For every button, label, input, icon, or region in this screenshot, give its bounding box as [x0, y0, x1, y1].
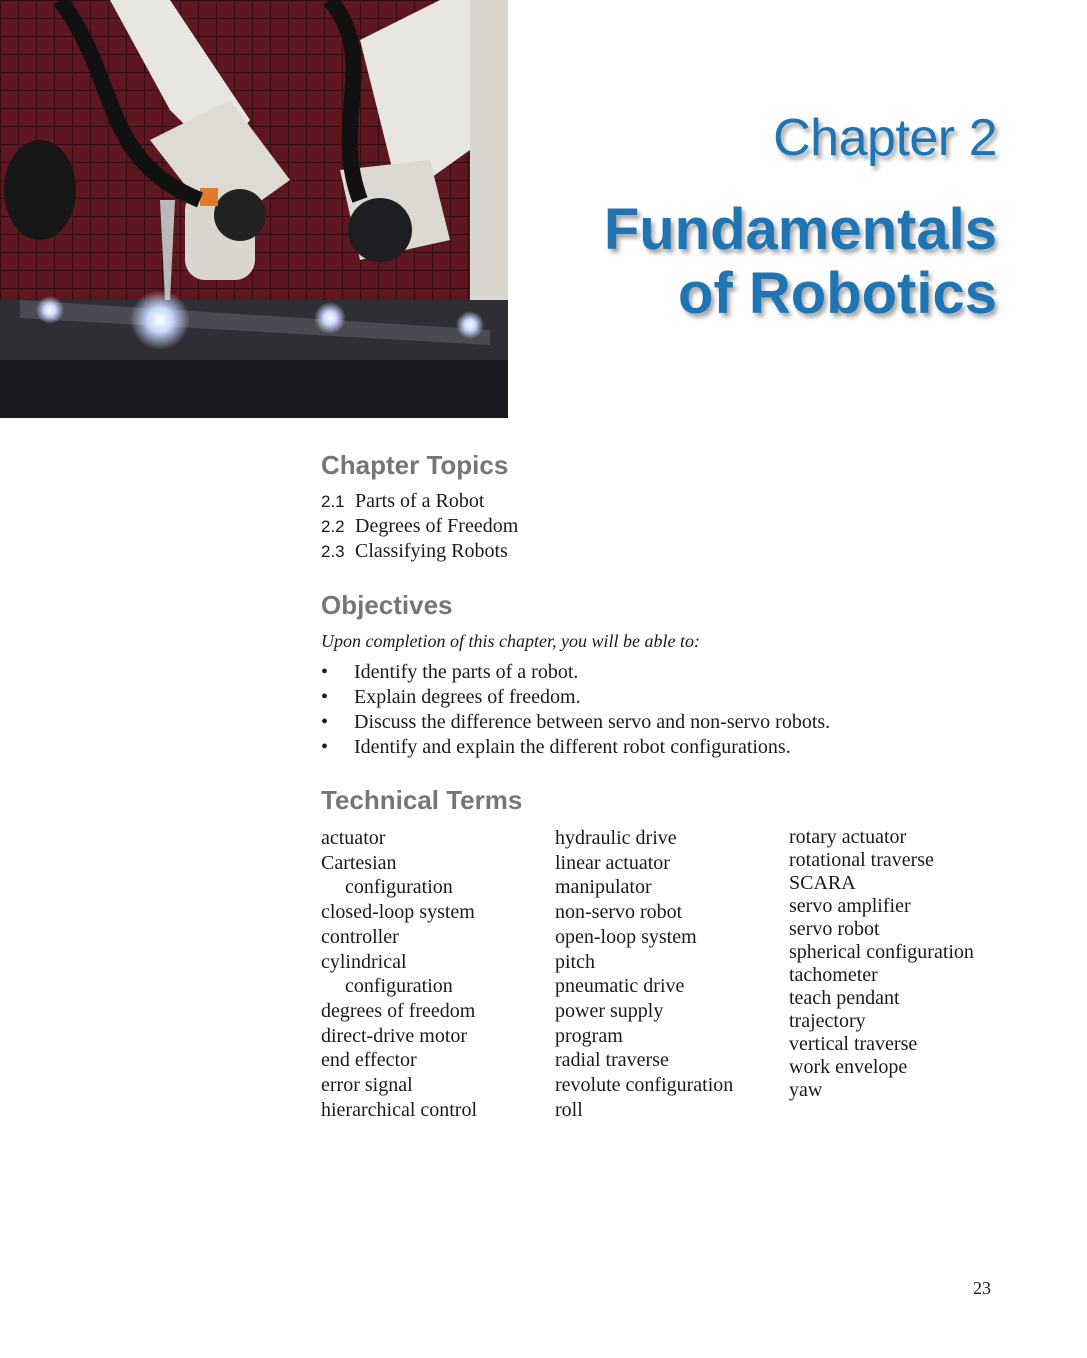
topic-item: 2.1 Parts of a Robot	[321, 490, 485, 512]
term: Cartesian	[321, 851, 397, 874]
term: roll	[555, 1098, 583, 1121]
title-line-2: of Robotics	[678, 261, 997, 326]
term: open-loop system	[555, 925, 697, 948]
term: non-servo robot	[555, 901, 683, 924]
terms-column-1	[321, 826, 477, 1122]
terms-column-2	[555, 826, 733, 1122]
chapter-topics-heading: Chapter Topics	[321, 450, 509, 480]
terms-columns	[321, 826, 1011, 1126]
term: program	[555, 1024, 623, 1047]
objectives-list	[321, 660, 1011, 760]
term: hierarchical control	[321, 1098, 478, 1121]
bullet: •	[321, 661, 329, 683]
bullet: •	[321, 711, 329, 733]
term: teach pendant	[789, 987, 900, 1009]
objective-item: • Identify and explain the different robot configurations.	[321, 736, 791, 758]
topics-list	[321, 489, 1011, 564]
term: vertical traverse	[789, 1033, 918, 1055]
objectives-heading: Objectives	[321, 590, 453, 620]
objective-item: • Discuss the difference between servo and non-servo robots.	[321, 711, 831, 733]
term: yaw	[789, 1079, 823, 1101]
term: linear actuator	[555, 851, 670, 874]
objectives-intro: Upon completion of this chapter, you will be able to:	[321, 631, 700, 651]
term: radial traverse	[555, 1049, 669, 1072]
title-line-1: Fundamentals	[603, 197, 997, 262]
objective-item: • Identify the parts of a robot.	[321, 661, 579, 683]
term: SCARA	[789, 872, 856, 894]
term: revolute configuration	[555, 1074, 734, 1097]
term: servo robot	[789, 918, 880, 940]
technical-terms-section	[321, 785, 1011, 1126]
robot-welding-photo	[0, 0, 508, 418]
objectives-section	[321, 590, 1011, 760]
technical-terms-heading: Technical Terms	[321, 785, 523, 815]
term: cylindrical	[321, 950, 407, 973]
term: servo amplifier	[789, 895, 911, 917]
term: actuator	[321, 827, 386, 849]
page-number: 23	[973, 1278, 991, 1298]
term: tachometer	[789, 964, 878, 986]
topic-item: 2.2 Degrees of Freedom	[321, 515, 519, 537]
chapter-title	[604, 198, 997, 326]
objective-item: • Explain degrees of freedom.	[321, 686, 581, 708]
term: controller	[321, 925, 399, 948]
term: spherical configuration	[789, 941, 974, 963]
term: configuration	[345, 876, 453, 899]
term: pneumatic drive	[555, 975, 685, 998]
term: end effector	[321, 1049, 417, 1072]
topic-item: 2.3 Classifying Robots	[321, 540, 508, 562]
bullet: •	[321, 736, 329, 758]
chapter-label: Chapter 2	[773, 109, 997, 167]
chapter-photo	[0, 0, 508, 418]
term: direct-drive motor	[321, 1024, 468, 1047]
term: hydraulic drive	[555, 827, 677, 849]
term: degrees of freedom	[321, 999, 476, 1022]
term: rotary actuator	[789, 826, 907, 848]
term: rotational traverse	[789, 849, 934, 871]
term: error signal	[321, 1074, 413, 1097]
term: power supply	[555, 999, 664, 1022]
term: work envelope	[789, 1056, 908, 1078]
chapter-topics-section	[321, 450, 1011, 564]
term: closed-loop system	[321, 901, 475, 924]
term: manipulator	[555, 876, 652, 899]
term: trajectory	[789, 1010, 866, 1032]
term: configuration	[345, 975, 453, 998]
term: pitch	[555, 950, 595, 973]
bullet: •	[321, 686, 329, 708]
terms-column-3	[789, 826, 974, 1102]
